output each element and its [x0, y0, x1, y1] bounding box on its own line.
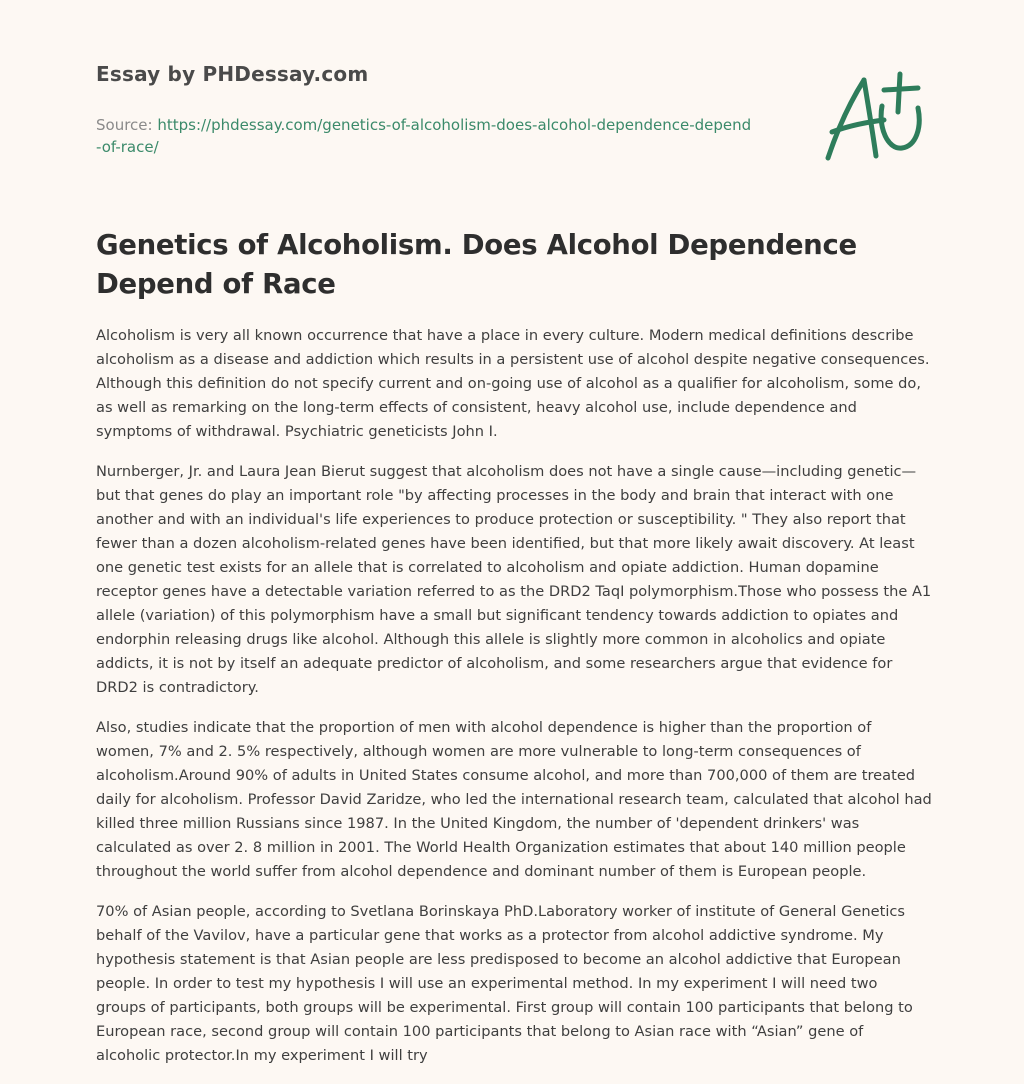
a-plus-logo-icon [818, 66, 930, 166]
article-paragraph: Alcoholism is very all known occurrence that have a place in every culture. Modern medical definitions describe alcoholism as a disease and addiction which results in a persistent use of alcohol despite negative consequences. Although this definition do not specify current and on-going use of alcohol as a qualifier for alcoholism, some do, as well as remarking on the long-term effects of consistent, heavy alcohol use, include dependence and symptoms of withdrawal. Psychiatric geneticists John I. [96, 327, 930, 440]
article-paragraph: Also, studies indicate that the proportion of men with alcohol dependence is higher than the proportion of women, 7% and 2. 5% respectively, although women are more vulnerable to long-term consequences of alcoholism.Around 90% of adults in United States consume alcohol, and more than 700,000 of them are treated daily for alcoholism. Professor David Zaridze, who led the international research team, calculated that alcohol had killed three million Russians since 1987. In the United Kingdom, the number of 'dependent drinkers' was calculated as over 2. 8 million in 2001. The World Health Organization estimates that about 140 million people throughout the world suffer from alcohol dependence and dominant number of them is European people. [96, 719, 932, 880]
source-link[interactable]: https://phdessay.com/genetics-of-alcoholism-does-alcohol-dependence-depend-of-race/ [96, 116, 752, 156]
source-line [96, 114, 756, 158]
header [96, 62, 776, 158]
article-title: Genetics of Alcoholism. Does Alcohol Dependence Depend of Race [96, 229, 857, 300]
source-label: Source: [96, 116, 158, 134]
site-title: Essay by PHDessay.com [96, 62, 369, 86]
article-paragraph: 70% of Asian people, according to Svetlana Borinskaya PhD.Laboratory worker of institute of General Genetics behalf of the Vavilov, have a particular gene that works as a protector from alcohol addictive syndrome. My hypothesis statement is that Asian people are less predisposed to become an alcohol addictive that European people. In order to test my hypothesis I will use an experimental method. In my experiment I will need two groups of participants, both groups will be experimental. First group will contain 100 participants that belong to European race, second group will contain 100 participants that belong to Asian race with “Asian” gene of alcoholic protector.In my experiment I will try [96, 903, 913, 1064]
article-body [96, 324, 932, 1084]
article-paragraph: Nurnberger, Jr. and Laura Jean Bierut suggest that alcoholism does not have a single cause—including genetic—but that genes do play an important role "by affecting processes in the body and brain that interact with one another and with an individual's life experiences to produce protection or susceptibility. " They also report that fewer than a dozen alcoholism-related genes have been identified, but that more likely await discovery. At least one genetic test exists for an allele that is correlated to alcoholism and opiate addiction. Human dopamine receptor genes have a detectable variation referred to as the DRD2 TaqI polymorphism.Those who possess the A1 allele (variation) of this polymorphism have a small but significant tendency towards addiction to opiates and endorphin releasing drugs like alcohol. Although this allele is slightly more common in alcoholics and opiate addicts, it is not by itself an adequate predictor of alcoholism, and some researchers argue that evidence for DRD2 is contradictory. [96, 463, 932, 696]
